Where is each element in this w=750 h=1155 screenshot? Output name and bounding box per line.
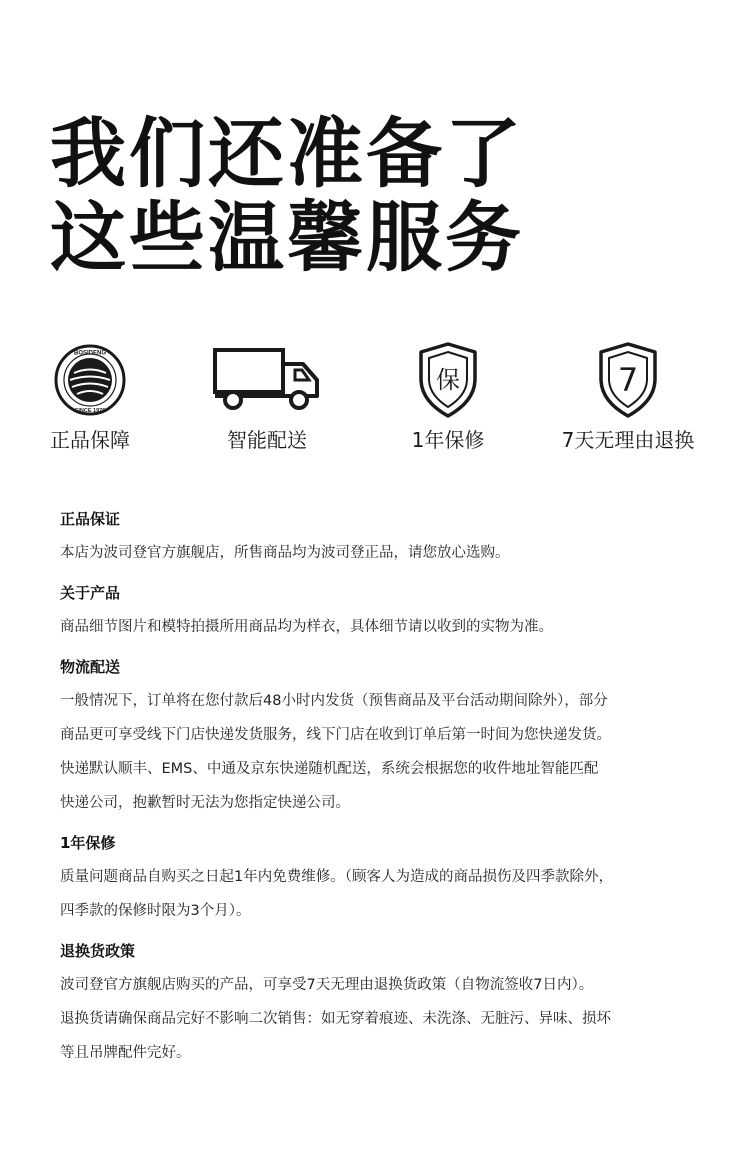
service-label-delivery: 智能配送: [227, 428, 307, 452]
service-icons-row: [0, 340, 750, 460]
section-line: 快递公司，抱歉暂时无法为您指定快递公司。: [60, 795, 350, 811]
logo-since-text: SINCE 1976: [74, 408, 106, 414]
logo-brand-text: BOSIDENG: [73, 350, 107, 357]
section-line: 本店为波司登官方旗舰店，所售商品均为波司登正品，请您放心选购。: [60, 545, 510, 561]
service-label-seven-day-return: 7天无理由退换: [561, 428, 695, 452]
service-label-genuine: 正品保障: [50, 428, 130, 452]
section-return-policy: [60, 940, 710, 1070]
section-line: 商品更可享受线下门店快递发货服务，线下门店在收到订单后第一时间为您快递发货。: [60, 727, 611, 743]
section-line: 快递默认顺丰、EMS、中通及京东快递随机配送，系统会根据您的收件地址智能匹配: [60, 761, 599, 777]
policy-info: [60, 508, 710, 1082]
section-title: 正品保证: [60, 510, 121, 528]
service-delivery: [177, 340, 357, 452]
headline-line-2: 这些温馨服务: [50, 193, 524, 282]
section-line: 等且吊牌配件完好。: [60, 1045, 191, 1061]
section-about-product: [60, 582, 710, 644]
section-title: 退换货政策: [60, 942, 136, 960]
section-title: 1年保修: [60, 834, 116, 852]
seven-day-shield-icon: [596, 341, 660, 419]
warranty-glyph: 保: [436, 366, 460, 394]
service-genuine: [0, 340, 180, 452]
section-line: 波司登官方旗舰店购买的产品，可享受7天无理由退换货政策（自物流签收7日内）。: [60, 977, 594, 993]
section-line: 商品细节图片和模特拍摄所用商品均为样衣，具体细节请以收到的实物为准。: [60, 619, 553, 635]
page-headline: [50, 109, 524, 282]
section-warranty: [60, 832, 710, 928]
section-line: 四季款的保修时限为3个月）。: [60, 903, 251, 919]
section-title: 关于产品: [60, 584, 121, 602]
service-seven-day-return: [538, 340, 718, 452]
section-logistics: [60, 656, 710, 820]
section-line: 一般情况下，订单将在您付款后48小时内发货（预售商品及平台活动期间除外），部分: [60, 693, 608, 709]
headline-line-1: 我们还准备了: [50, 109, 524, 198]
service-label-warranty: 1年保修: [411, 428, 485, 452]
section-line: 退换货请确保商品完好不影响二次销售：如无穿着痕迹、未洗涤、无脏污、异味、损坏: [60, 1011, 611, 1027]
section-genuine-guarantee: [60, 508, 710, 570]
section-line: 质量问题商品自购买之日起1年内免费维修。（顾客人为造成的商品损伤及四季款除外，: [60, 869, 613, 885]
delivery-truck-icon: [211, 344, 323, 416]
seven-day-glyph: 7: [617, 361, 639, 399]
service-warranty: [358, 340, 538, 452]
section-title: 物流配送: [60, 658, 121, 676]
bosideng-logo-icon: [52, 342, 128, 418]
warranty-shield-icon: [416, 341, 480, 419]
